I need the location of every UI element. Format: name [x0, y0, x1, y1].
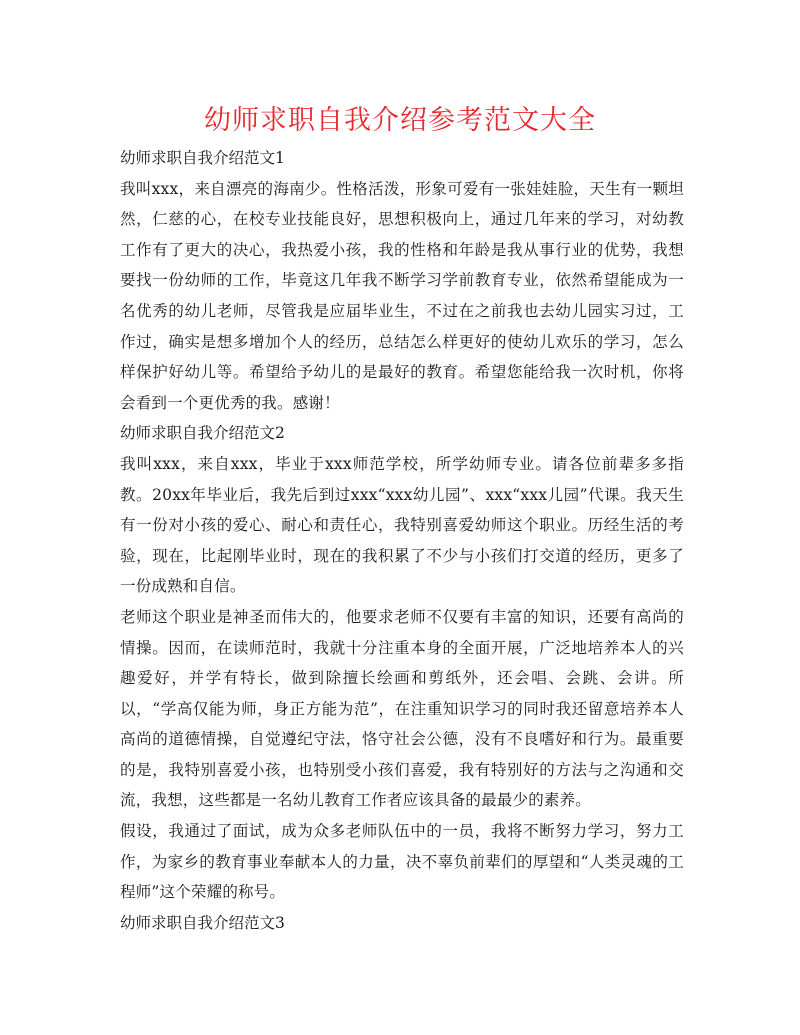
section-2-paragraph-3: 假设，我通过了面试，成为众多老师队伍中的一员，我将不断努力学习，努力工作，为家乡的教育事业奉献本人的力量，决不辜负前辈们的厚望和“人类灵魂的工程师”这个荣耀的称号。	[120, 822, 684, 902]
section-heading-1: 幼师求职自我介绍范文1	[120, 149, 285, 167]
section-2-paragraph-1: 我叫xxx，来自xxx，毕业于xxx师范学校，所学幼师专业。请各位前辈多多指教。20xx年毕业后，我先后到过xxx“xxx幼儿园”、xxx“xxx儿园”代课。我天生有一份对小孩的爱心、耐心和责任心，我特别喜爱幼师这个职业。历经生活的考验，现在，比起刚毕业时，现在的我积累了不少与小孩们打交道的经历，更多了一份成熟和自信。	[120, 454, 684, 596]
section-heading-3: 幼师求职自我介绍范文3	[120, 913, 285, 932]
section-2-paragraph-2: 老师这个职业是神圣而伟大的，他要求老师不仅要有丰富的知识，还要有高尚的情操。因而，在读师范时，我就十分注重本身的全面开展，广泛地培养本人的兴趣爱好，并学有特长，做到除擅长绘画和剪纸外，还会唱、会跳、会讲。所以，“学高仅能为师，身正方能为范”，在注重知识学习的同时我还留意培养本人高尚的道德情操，自觉遵纪守法，恪守社会公德，没有不良嗜好和行为。最重要的是，我特别喜爱小孩，也特别受小孩们喜爱，我有特别好的方法与之沟通和交流，我想，这些都是一名幼儿教育工作者应该具备的最最少的素养。	[120, 607, 684, 810]
document-title: 幼师求职自我介绍参考范文大全	[204, 105, 596, 136]
document-body	[120, 143, 684, 938]
section-heading-2: 幼师求职自我介绍范文2	[120, 424, 285, 443]
section-1-paragraph-1: 我叫xxx，来自漂亮的海南少。性格活泼，形象可爱有一张娃娃脸，天生有一颗坦然，仁慈的心，在校专业技能良好，思想积极向上，通过几年来的学习，对幼教工作有了更大的决心，我热爱小孩，我的性格和年龄是我从事行业的优势，我想要找一份幼师的工作，毕竟这几年我不断学习学前教育专业，依然希望能成为一名优秀的幼儿老师，尽管我是应届毕业生，不过在之前我也去幼儿园实习过，工作过，确实是想多增加个人的经历，总结怎么样更好的使幼儿欢乐的学习，怎么样保护好幼儿等。希望给予幼儿的是最好的教育。希望您能给我一次时机，你将会看到一个更优秀的我。感谢！	[120, 179, 684, 412]
